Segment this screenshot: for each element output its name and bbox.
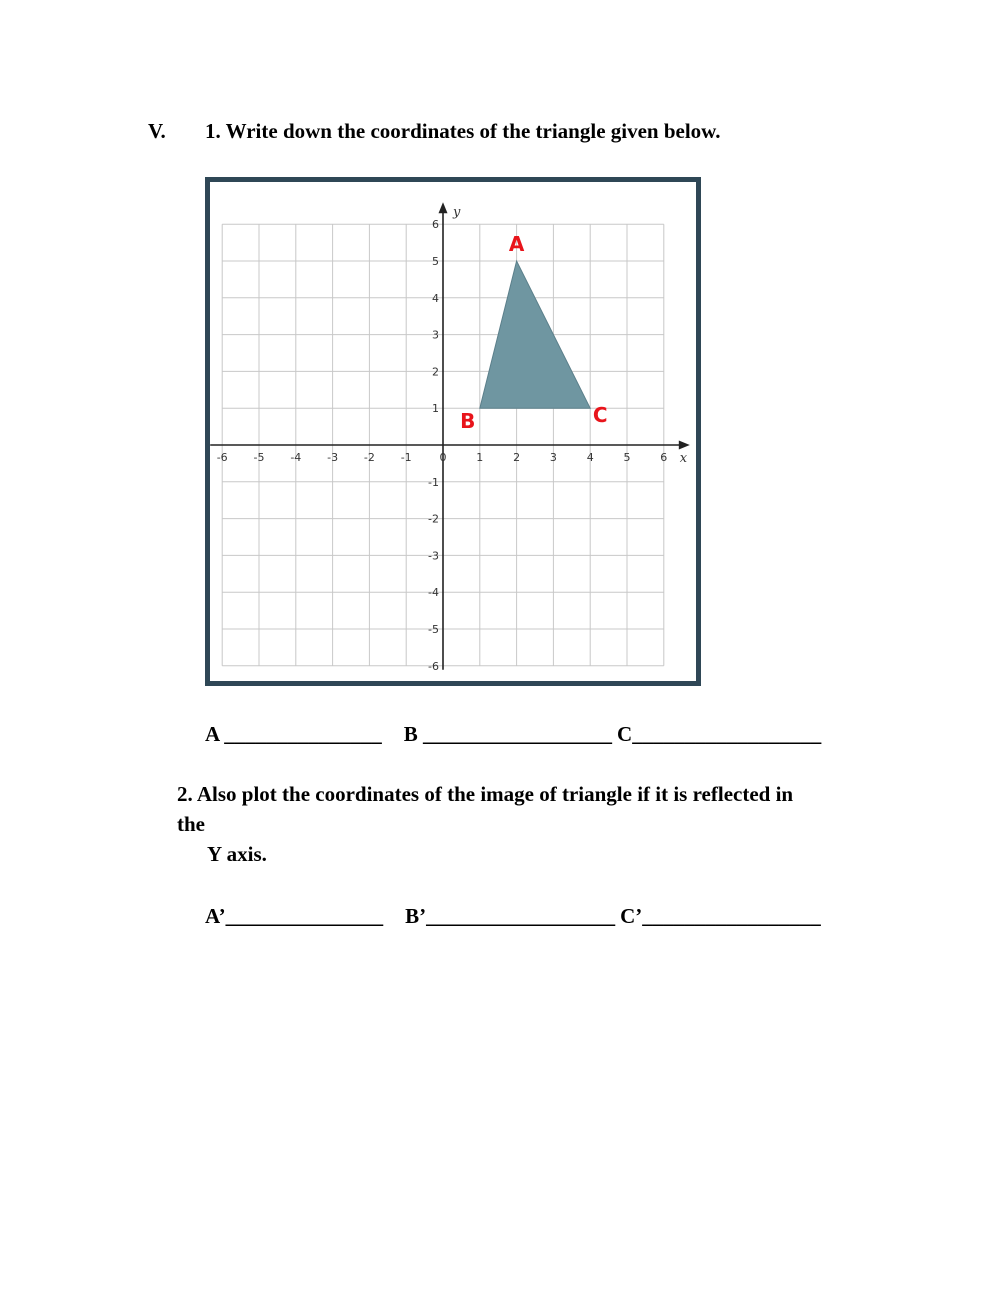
question-2-text-axis: Y axis.	[207, 842, 267, 866]
x-tick-label: 3	[549, 451, 557, 464]
y-tick-label: 3	[432, 328, 439, 342]
y-tick-label: -5	[428, 623, 439, 636]
x-tick-label: 4	[586, 451, 594, 464]
y-tick-label: -1	[428, 475, 439, 489]
x-tick-label: -3	[327, 451, 339, 464]
coordinate-grid-svg	[210, 182, 696, 681]
x-tick-label: 6	[660, 451, 668, 464]
vertex-label-c: C	[592, 403, 608, 428]
answer-blank-a-prime[interactable]: A’_______________	[205, 904, 384, 928]
y-tick-label: -4	[428, 586, 439, 600]
x-tick-label: -2	[363, 451, 375, 464]
y-tick-label: -3	[428, 549, 439, 563]
question-1-text: 1. Write down the coordinates of the triangle given below.	[205, 119, 721, 143]
y-tick-label: -6	[428, 659, 439, 673]
answer-row-1	[205, 722, 821, 747]
x-axis-label: x	[679, 451, 688, 466]
x-tick-label: 1	[476, 451, 484, 464]
answer-row-2	[205, 904, 821, 929]
y-axis-arrow-icon	[439, 202, 448, 213]
answer-blank-b-prime[interactable]: B’__________________	[405, 904, 616, 928]
y-tick-label: 1	[432, 402, 439, 416]
x-tick-label: -4	[290, 451, 302, 464]
y-tick-label: -2	[428, 512, 439, 526]
coordinate-grid-figure	[205, 177, 701, 686]
question-2-text: 2. Also plot the coordinates of the image of triangle if it is reflected in	[177, 782, 794, 806]
x-tick-label: -1	[400, 451, 412, 464]
x-tick-label: -6	[216, 451, 228, 464]
vertex-label-a: A	[508, 232, 525, 256]
x-tick-label: 0	[439, 451, 447, 464]
x-tick-label: -5	[253, 451, 265, 464]
x-tick-label: 2	[513, 451, 521, 464]
x-axis-arrow-icon	[679, 441, 690, 450]
y-tick-label: 2	[432, 365, 439, 379]
y-tick-label: 6	[432, 218, 439, 232]
y-tick-label: 5	[432, 255, 439, 268]
question-2-text-continued: the	[177, 812, 205, 836]
x-tick-label: 5	[623, 451, 631, 464]
vertex-label-b: B	[460, 409, 476, 434]
answer-blank-a[interactable]: A _______________	[205, 722, 382, 746]
answer-blank-c-prime[interactable]: C’_________________	[620, 904, 821, 928]
question-number: V.	[148, 119, 166, 143]
answer-blank-b[interactable]: B __________________	[403, 722, 613, 746]
answer-blank-c[interactable]: C__________________	[617, 722, 822, 746]
y-axis-label: y	[453, 205, 461, 221]
y-tick-label: 4	[432, 291, 439, 305]
